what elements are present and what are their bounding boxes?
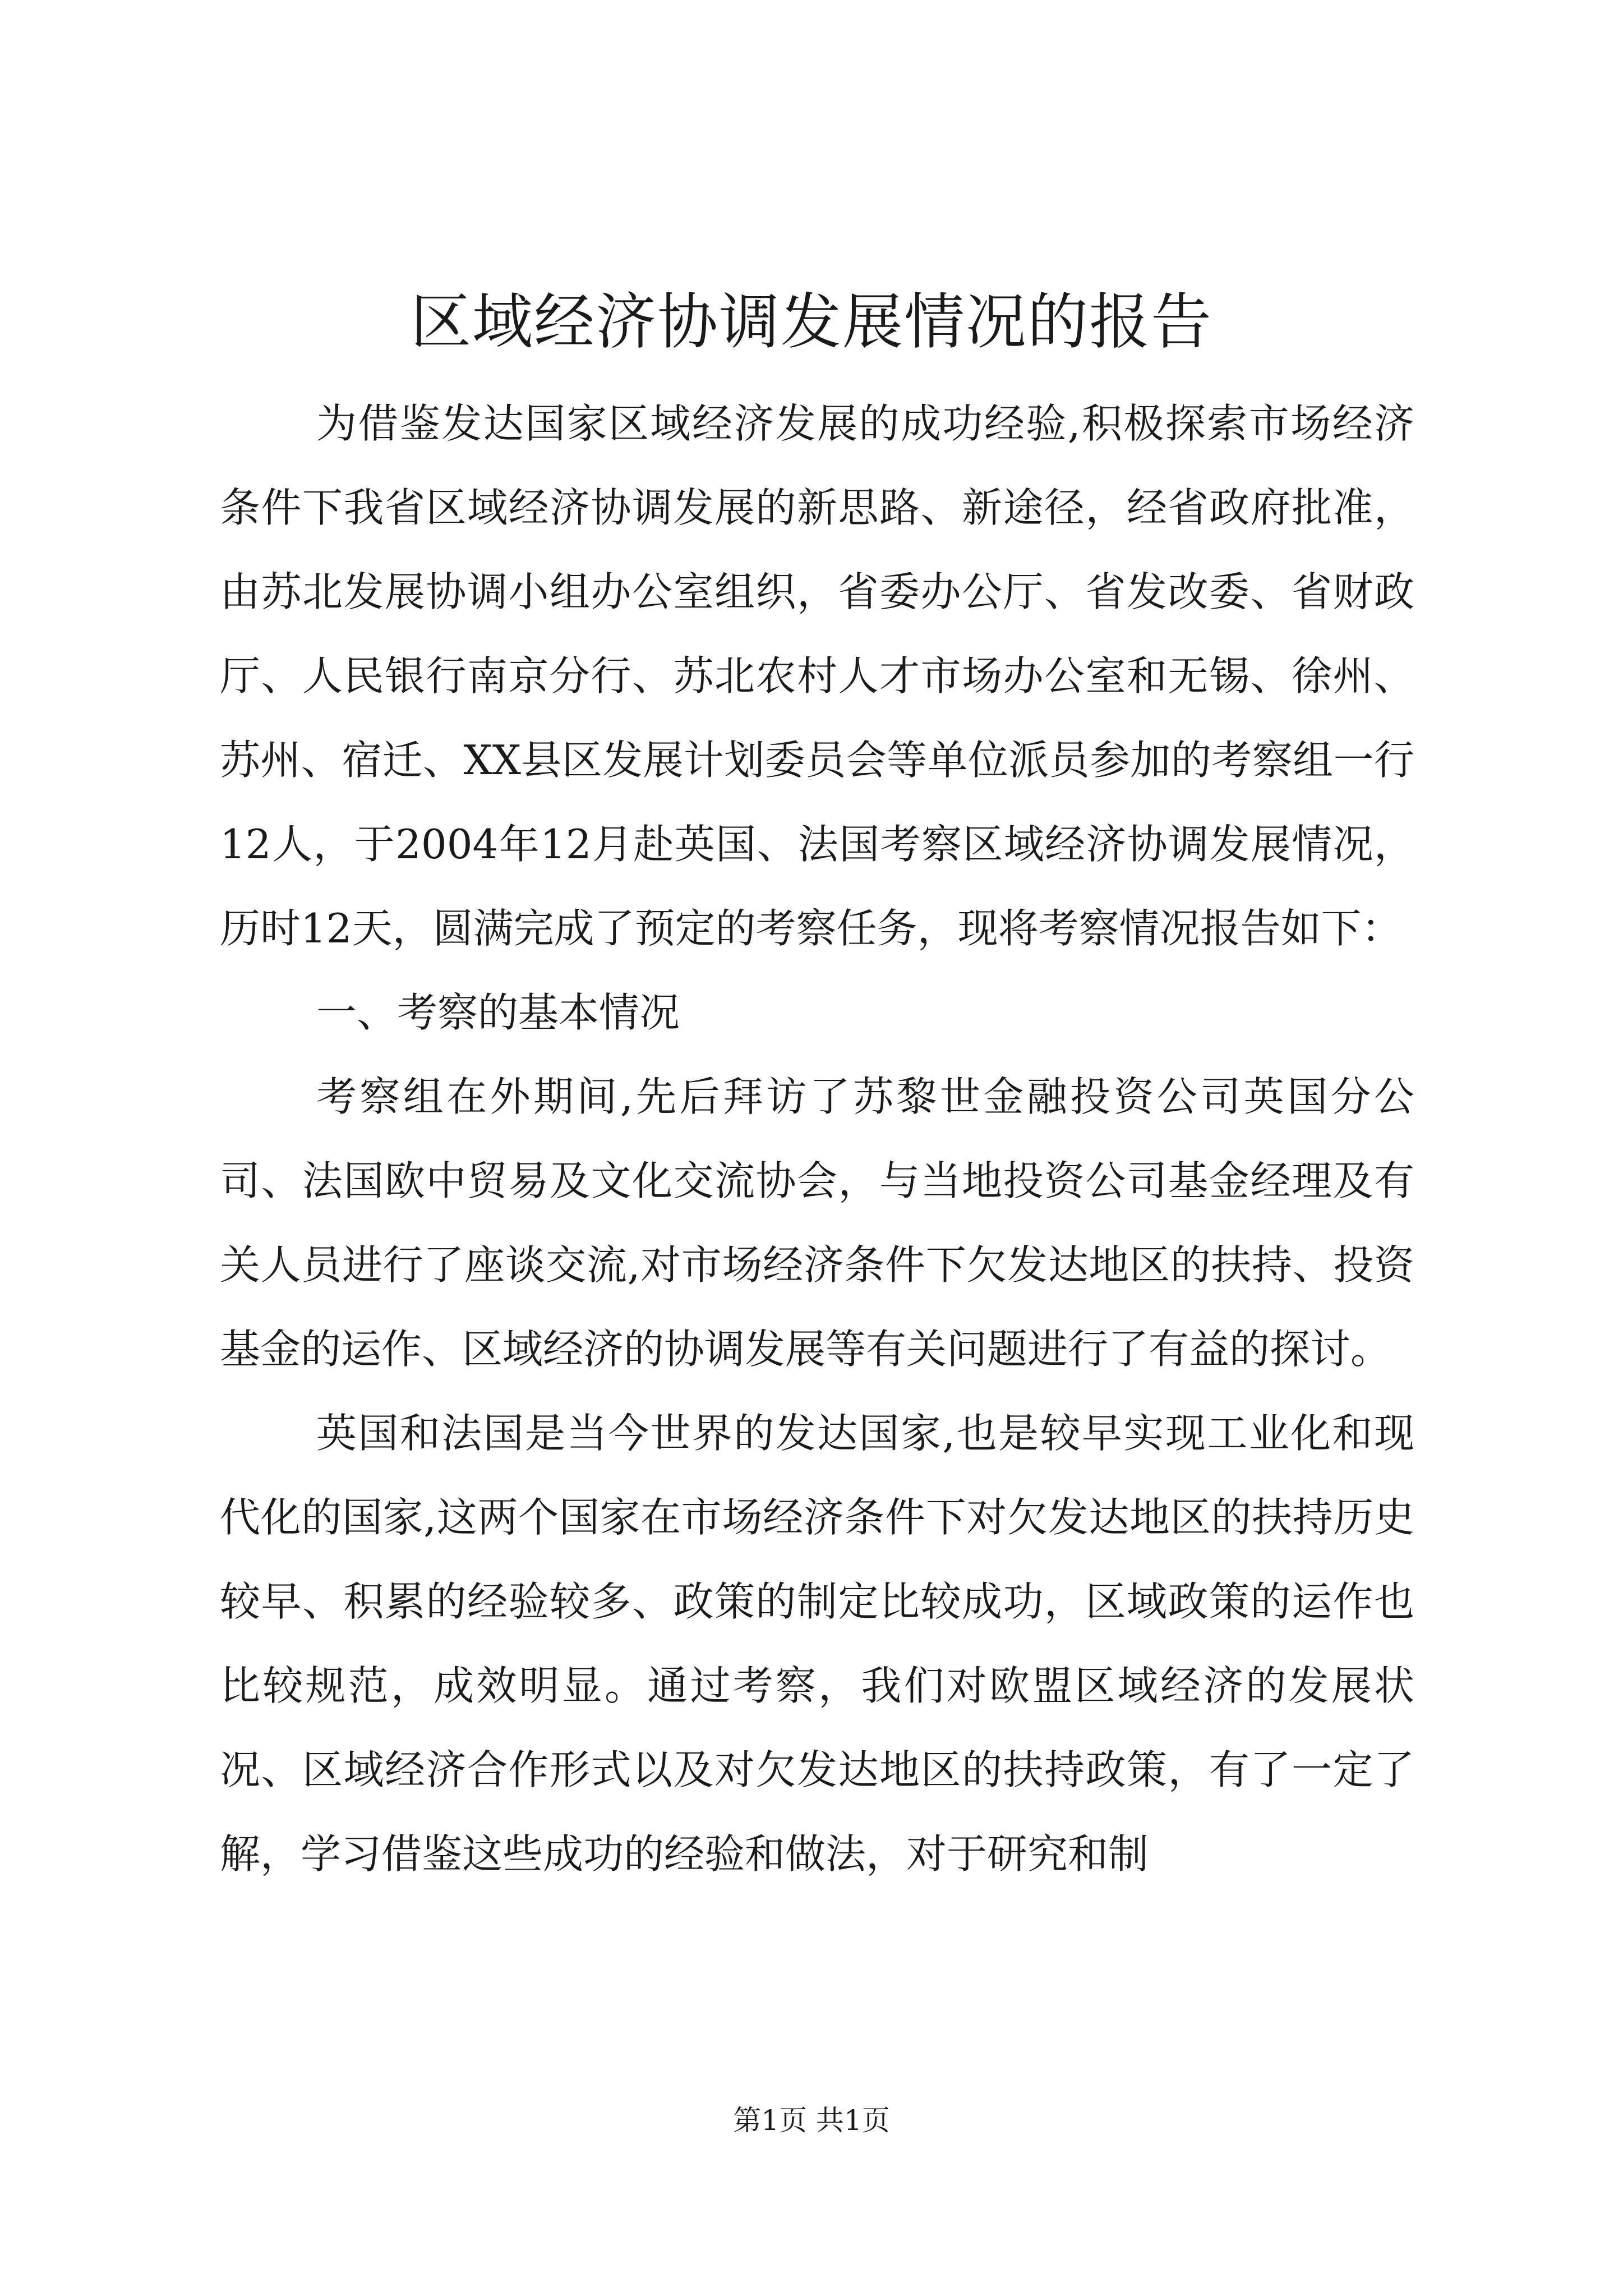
paragraph-uk-france: 英国和法国是当今世界的发达国家,也是较早实现工业化和现代化的国家,这两个国家在市场经济条件下对欠发达地区的扶持历史较早、积累的经验较多、政策的制定比较成功，区域政策的运作也比较规范，成效明显。通过考察，我们对欧盟区域经济的发展状况、区域经济合作形式以及对欠发达地区的扶持政策，有了一定了解，学习借鉴这些成功的经验和做法，对于研究和制 [220,1410,1414,1878]
document-body [220,381,1414,1896]
page-number-footer: 第1页 共1页 [733,2104,890,2137]
section-heading-basic-situation: 一、考察的基本情况 [316,989,680,1036]
document-title: 区域经济协调发展情况的报告 [410,287,1212,357]
paragraph-visits: 考察组在外期间,先后拜访了苏黎世金融投资公司英国分公司、法国欧中贸易及文化交流协会，与当地投资公司基金经理及有关人员进行了座谈交流,对市场经济条件下欠发达地区的扶持、投资基金的运作、区域经济的协调发展等有关问题进行了有益的探讨。 [220,1073,1414,1373]
paragraph-intro: 为借鉴发达国家区域经济发展的成功经验,积极探索市场经济条件下我省区域经济协调发展的新思路、新途径，经省政府批准，由苏北发展协调小组办公室组织，省委办公厅、省发改委、省财政厅、人民银行南京分行、苏北农村人才市场办公室和无锡、徐州、苏州、宿迁、XX县区发展计划委员会等单位派员参加的考察组一行12人，于2004年12月赴英国、法国考察区域经济协调发展情况，历时12天，圆满完成了预定的考察任务，现将考察情况报告如下： [220,400,1414,952]
